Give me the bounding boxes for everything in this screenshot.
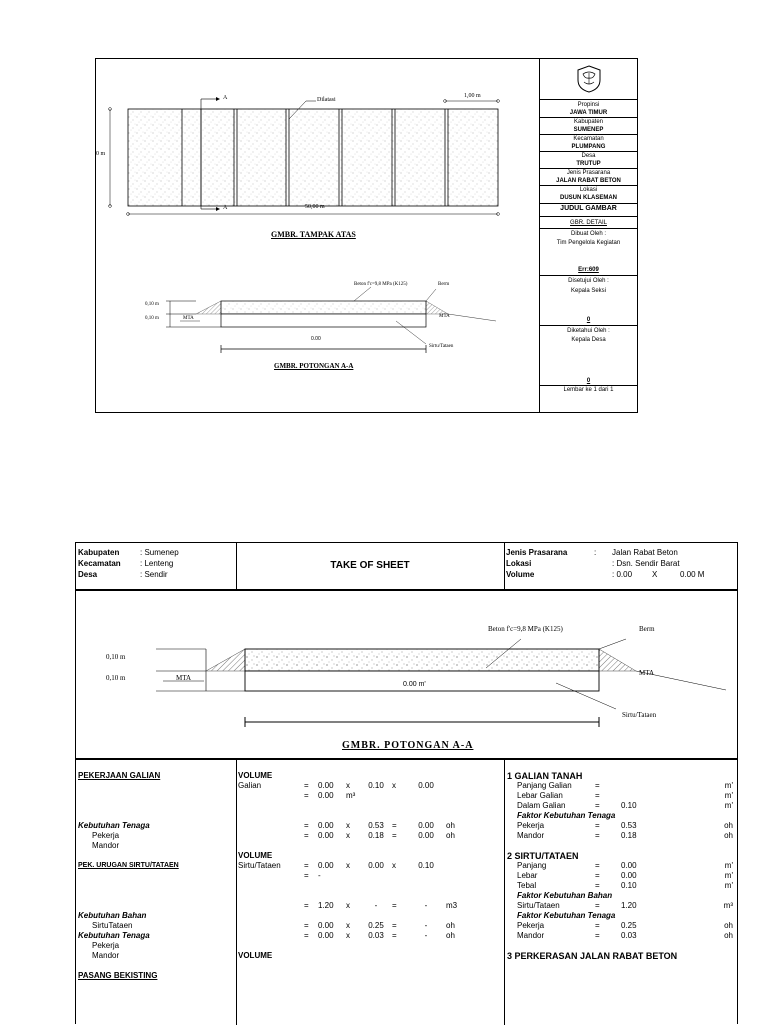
mta-left-label: MTA <box>176 674 191 682</box>
dim-top-label: 0,10 m <box>145 302 159 307</box>
sirtu-result-row <box>238 871 502 881</box>
factor-cell: Dalam Galian <box>517 801 566 810</box>
header-left <box>78 547 179 580</box>
tebal-row <box>507 881 735 891</box>
factor-cell: = <box>595 921 600 930</box>
galian-label: Galian <box>238 781 262 790</box>
factor-cell: Pekerja <box>517 821 545 830</box>
width-dimension-label: 1,00 m <box>464 93 481 99</box>
lokasi-value: : Dsn. Sendir Barat <box>612 559 680 568</box>
calc-cell: 0.00 <box>318 781 334 790</box>
factor-cell: = <box>595 931 600 940</box>
galian-tanah-heading: 1 GALIAN TANAH <box>507 771 583 781</box>
calc-cell: oh <box>446 931 455 940</box>
kecamatan-value: : Lenteng <box>140 559 174 568</box>
calc-cell: 0.00 <box>368 861 384 870</box>
calc-cell: - <box>374 901 378 910</box>
fk-mandor-row <box>507 931 735 941</box>
mandor-label: Mandor <box>92 841 120 850</box>
volume-value2: 0.00 M <box>680 570 705 579</box>
pekerja-calc-row <box>238 821 502 831</box>
perkerasan-heading: 3 PERKERASAN JALAN RABAT BETON <box>507 951 678 961</box>
bekisting-heading: PASANG BEKISTING <box>78 971 158 980</box>
mandor-label: Mandor <box>92 951 120 960</box>
panjang-row <box>507 861 735 871</box>
header-right <box>506 547 736 580</box>
lokasi-value: DUSUN KLASEMAN <box>560 195 617 201</box>
factor-cell: Tebal <box>517 881 537 890</box>
factor-cell: = <box>595 791 600 800</box>
calc-cell: = <box>304 931 309 940</box>
calc-cell: 0.00 <box>318 791 334 800</box>
title-block <box>540 59 637 412</box>
volume-heading: VOLUME <box>238 951 273 960</box>
section-marker-a-bottom: A <box>223 205 228 211</box>
factor-cell: = <box>595 901 600 910</box>
drawing-area <box>96 59 540 412</box>
volume-heading: VOLUME <box>238 851 273 860</box>
calc-cell: x <box>346 781 350 790</box>
calc-cell: 0.00 <box>318 831 334 840</box>
sirtu-label: Sirtu/Tataen <box>238 861 281 870</box>
disetujui-label: Disetujui Oleh : <box>568 278 609 284</box>
calc-cell: - <box>318 871 321 880</box>
kabupaten-label: Kabupaten <box>78 548 120 557</box>
kabupaten-value: SUMENEP <box>573 127 604 133</box>
fk-pekerja-row <box>507 921 735 931</box>
sirtu-tataen-label: SirtuTataen <box>92 921 133 930</box>
calc-cell: = <box>304 821 309 830</box>
plan-caption: GMBR. TAMPAK ATAS <box>271 230 356 239</box>
galian-result-row <box>238 791 502 801</box>
calc-cell: 0.10 <box>418 861 434 870</box>
disetujui-value: Kepala Seksi <box>570 288 607 294</box>
calc-cell: = <box>392 931 397 940</box>
factor-cell: Lebar Galian <box>517 791 563 800</box>
factor-cell: Mandor <box>517 931 545 940</box>
calc-cell: = <box>304 861 309 870</box>
faktor-tenaga-heading: Faktor Kebutuhan Tenaga <box>517 911 616 920</box>
mandor-calc-row <box>238 831 502 841</box>
factor-cell: Pekerja <box>517 921 545 930</box>
calc-cells <box>304 831 466 840</box>
desa-label: Desa <box>78 570 98 579</box>
judul-label: JUDUL GAMBAR <box>560 205 617 212</box>
pekerja-label: Pekerja <box>92 831 120 840</box>
lebar-galian-row <box>507 791 735 801</box>
lokasi-label: Lokasi <box>506 559 532 568</box>
volume-x: X <box>652 570 658 579</box>
panjang-galian-row <box>507 781 735 791</box>
beton-label: Beton f'c=9,8 MPa (K125) <box>354 282 408 287</box>
calc-cell: oh <box>446 921 455 930</box>
desa-value: TRUTUP <box>576 161 601 167</box>
drawing-sheet <box>95 58 638 413</box>
faktor-bahan-heading: Faktor Kebutuhan Bahan <box>517 891 613 900</box>
berm-label: Berm <box>639 625 655 633</box>
plan-slabs <box>128 109 498 206</box>
factor-cell: 0.03 <box>621 931 637 940</box>
section-area-value: 0.00 m' <box>403 681 426 688</box>
calc-cell: x <box>392 781 396 790</box>
calc-cell: x <box>346 901 350 910</box>
calc-cell: 0.00 <box>418 831 434 840</box>
disetujui-zero: 0 <box>586 317 591 323</box>
factor-cell: = <box>595 801 600 810</box>
jenis-label: Jenis Prasarana <box>566 170 611 176</box>
factor-cell: m' <box>724 791 733 800</box>
calc-cells <box>304 901 466 910</box>
fk-mandor-row <box>507 831 735 841</box>
factor-cell: m³ <box>723 901 733 910</box>
faktor-tenaga-heading: Faktor Kebutuhan Tenaga <box>517 811 616 820</box>
pekerja-label: Pekerja <box>92 941 120 950</box>
calc-cell: m3 <box>446 901 458 910</box>
factor-cell: 0.00 <box>621 861 637 870</box>
calc-cell: = <box>304 901 309 910</box>
calc-cell: 0.00 <box>318 861 334 870</box>
factor-cell: oh <box>724 921 733 930</box>
calc-cell: = <box>304 921 309 930</box>
factor-cell: m' <box>724 881 733 890</box>
calc-cell: m³ <box>346 791 356 800</box>
calc-cell: 0.00 <box>318 921 334 930</box>
dim-bottom-label: 0,10 m <box>145 316 159 321</box>
factor-cell: m' <box>724 801 733 810</box>
jenis-value: Jalan Rabat Beton <box>612 548 678 557</box>
calc-cell: = <box>392 921 397 930</box>
factor-column <box>507 771 735 961</box>
kebutuhan-tenaga-heading: Kebutuhan Tenaga <box>78 931 150 940</box>
desa-value: : Sendir <box>140 570 168 579</box>
factor-cell: 0.00 <box>621 871 637 880</box>
volume-heading: VOLUME <box>238 771 273 780</box>
calc-cell: = <box>392 831 397 840</box>
factor-cell: m' <box>724 871 733 880</box>
calc-cell: 0.53 <box>368 821 384 830</box>
jenis-colon: : <box>594 548 597 557</box>
calc-cell: x <box>346 921 350 930</box>
fk-pekerja-row <box>507 821 735 831</box>
factor-cell: oh <box>724 831 733 840</box>
factor-cell: 0.18 <box>621 831 637 840</box>
calc-cell: oh <box>446 831 455 840</box>
dim-bottom-label: 0,10 m <box>106 674 126 682</box>
calc-cell: 0.00 <box>318 931 334 940</box>
factor-cell: 1.20 <box>621 901 637 910</box>
regency-emblem-icon <box>576 65 602 93</box>
calc-cell: 0.00 <box>418 781 434 790</box>
calc-cell: 0.10 <box>368 781 384 790</box>
calc-cells <box>304 821 466 830</box>
length-dimension-label: 50,00 m <box>305 204 325 210</box>
section-caption: GMBR. POTONGAN A-A <box>342 740 474 751</box>
factor-cell: Panjang Galian <box>517 781 572 790</box>
calc-cell: - <box>424 931 428 940</box>
factor-cell: oh <box>724 821 733 830</box>
section-width-value: 0.00 <box>311 336 321 342</box>
calc-cell: 0.18 <box>368 831 384 840</box>
dim-top-label: 0,10 m <box>106 653 126 661</box>
jenis-label: Jenis Prasarana <box>506 548 568 557</box>
desa-label: Desa <box>581 153 596 159</box>
dilatasi-label: Dilatasi <box>317 97 336 103</box>
factor-cell: Mandor <box>517 831 545 840</box>
factor-cell: oh <box>724 931 733 940</box>
kebutuhan-tenaga-heading: Kebutuhan Tenaga <box>78 821 150 830</box>
calc-cells <box>304 791 360 800</box>
lembar-label: Lembar ke 1 dari 1 <box>563 387 614 393</box>
mta-left-label: MTA <box>183 316 194 321</box>
sirtu-label: Sirtu/Tataen <box>622 711 657 719</box>
fb-sirtu-row <box>507 901 735 911</box>
calc-cell: x <box>346 931 350 940</box>
calc-cells <box>304 861 446 870</box>
section-caption: GMBR. POTONGAN A-A <box>274 362 354 370</box>
calc-cell: 0.00 <box>318 821 334 830</box>
factor-cell: = <box>595 831 600 840</box>
calc-cell: 0.00 <box>418 821 434 830</box>
factor-cell: 0.53 <box>621 821 637 830</box>
calc-cell: = <box>304 791 309 800</box>
left-dimension-label: 0 m <box>96 151 106 157</box>
calc-cell: = <box>392 901 397 910</box>
kebutuhan-bahan-heading: Kebutuhan Bahan <box>78 911 147 920</box>
propinsi-label: Propinsi <box>577 102 600 108</box>
calc-cell: oh <box>446 821 455 830</box>
propinsi-value: JAWA TIMUR <box>569 110 608 116</box>
calc-cells <box>304 931 466 940</box>
calc-cell: x <box>346 821 350 830</box>
calc-cell: 1.20 <box>318 901 334 910</box>
diketahui-value: Kepala Desa <box>571 337 606 343</box>
galian-calc-row <box>238 781 502 791</box>
calc-cell: = <box>304 871 309 880</box>
volume-column <box>238 771 502 961</box>
take-off-sheet <box>75 542 738 1024</box>
calc-cells <box>304 871 346 880</box>
factor-cell: Lebar <box>517 871 538 880</box>
factor-cell: Sirtu/Tataen <box>517 901 560 910</box>
jenis-value: JALAN RABAT BETON <box>556 178 621 184</box>
err-value: Err:609 <box>578 267 599 273</box>
calc-cell: = <box>392 821 397 830</box>
sirtu-tataen-heading: 2 SIRTU/TATAEN <box>507 851 579 861</box>
judul-value: GBR. DETAIL <box>570 220 607 226</box>
kabupaten-label: Kabupaten <box>573 119 604 125</box>
mta-right-label: MTA <box>639 669 654 677</box>
calc-cell: 0.25 <box>368 921 384 930</box>
sirtu-label: Sirtu/Tataen <box>429 344 454 349</box>
calc-cells <box>304 781 446 790</box>
berm-label: Berm <box>438 282 450 287</box>
dibuat-value: Tim Pengelola Kegiatan <box>556 240 621 246</box>
calc-cell: = <box>304 831 309 840</box>
factor-cell: m' <box>724 861 733 870</box>
sheet-title: TAKE OF SHEET <box>330 560 410 571</box>
mandor-calc-row <box>238 931 502 941</box>
factor-cell: 0.10 <box>621 881 637 890</box>
calc-cell: - <box>424 921 428 930</box>
factor-cell: = <box>595 781 600 790</box>
sirtu-calc-row <box>238 861 502 871</box>
volume-label: Volume <box>506 570 535 579</box>
calc-cell: = <box>304 781 309 790</box>
factor-cell: 0.25 <box>621 921 637 930</box>
volume-value: : 0.00 <box>612 570 633 579</box>
galian-heading: PEKERJAAN GALIAN <box>78 771 161 780</box>
factor-cell: = <box>595 881 600 890</box>
pekerja-calc-row <box>238 921 502 931</box>
calc-cell: - <box>424 901 428 910</box>
calc-cell: x <box>346 861 350 870</box>
diketahui-label: Diketahui Oleh : <box>567 328 610 334</box>
kecamatan-label: Kecamatan <box>573 136 604 142</box>
factor-cell: = <box>595 821 600 830</box>
diketahui-zero: 0 <box>586 378 591 384</box>
kabupaten-value: : Sumenep <box>140 548 179 557</box>
mta-right-label: MTA <box>439 314 450 319</box>
dibuat-label: Dibuat Oleh : <box>570 231 607 237</box>
factor-cell: m' <box>724 781 733 790</box>
factor-cell: = <box>595 861 600 870</box>
lokasi-label: Lokasi <box>579 187 598 193</box>
lebar-row <box>507 871 735 881</box>
section-marker-a-top: A <box>223 95 228 101</box>
kecamatan-label: Kecamatan <box>78 559 121 568</box>
factor-cell: 0.10 <box>621 801 637 810</box>
beton-label: Beton f'c=9,8 MPa (K125) <box>488 625 563 633</box>
kecamatan-value: PLUMPANG <box>571 144 606 150</box>
work-items-column <box>78 771 234 981</box>
calc-cell: x <box>392 861 396 870</box>
sirtu-bahan-row <box>238 901 502 911</box>
calc-cell: x <box>346 831 350 840</box>
calc-cell: 0.03 <box>368 931 384 940</box>
factor-cell: = <box>595 871 600 880</box>
calc-cells <box>304 921 466 930</box>
urugan-heading: PEK. URUGAN SIRTU/TATAEN <box>78 862 179 869</box>
factor-cell: Panjang <box>517 861 547 870</box>
dalam-galian-row <box>507 801 735 811</box>
